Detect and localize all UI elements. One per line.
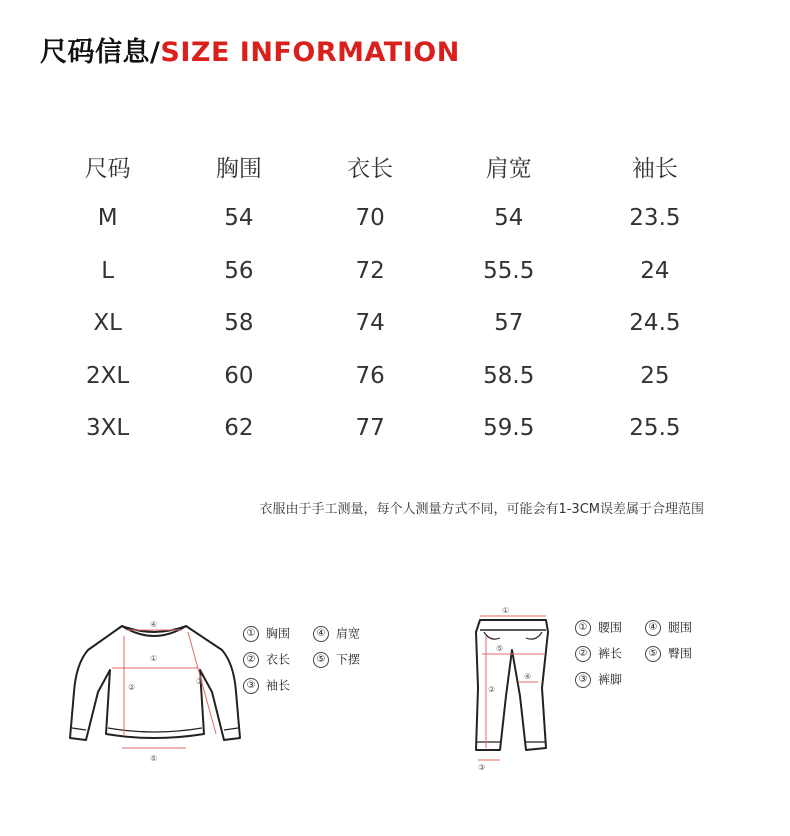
table-row bbox=[42, 297, 728, 350]
cell-shoulder: 58.5 bbox=[483, 362, 535, 389]
cell-shoulder: 59.5 bbox=[483, 415, 535, 442]
cell-shoulder: 55.5 bbox=[483, 257, 535, 284]
pants-marker-cuff: ③ bbox=[478, 763, 486, 772]
table-row bbox=[42, 350, 728, 403]
cell-chest: 58 bbox=[224, 310, 254, 337]
header-size: 尺码 bbox=[84, 155, 131, 182]
pants-legend-num: ④ bbox=[645, 620, 661, 636]
cell-size: 2XL bbox=[86, 362, 130, 389]
sweater-legend-num: ① bbox=[243, 626, 259, 642]
sweater-marker-chest: ① bbox=[150, 654, 158, 663]
header-sleeve: 袖长 bbox=[631, 155, 678, 182]
cell-shoulder: 57 bbox=[494, 310, 524, 337]
pants-marker-length: ② bbox=[488, 685, 496, 694]
sweater-marker-sleeve: ③ bbox=[196, 677, 204, 686]
heading-english: SIZE INFORMATION bbox=[160, 37, 460, 68]
pants-marker-waist: ① bbox=[502, 606, 510, 615]
header-shoulder: 肩宽 bbox=[485, 155, 532, 182]
cell-length: 74 bbox=[355, 310, 385, 337]
sweater-legend-label: 袖长 bbox=[266, 678, 291, 693]
cell-size: XL bbox=[93, 310, 122, 337]
pants-marker-hip: ⑤ bbox=[496, 644, 504, 653]
sweater-marker-shoulder: ④ bbox=[150, 620, 158, 629]
sweater-marker-hem: ⑤ bbox=[150, 754, 158, 763]
heading-chinese: 尺码信息 bbox=[40, 37, 150, 68]
cell-chest: 56 bbox=[224, 257, 254, 284]
cell-size: L bbox=[101, 257, 115, 284]
cell-sleeve: 23.5 bbox=[629, 205, 681, 232]
cell-size: M bbox=[97, 205, 118, 232]
sweater-legend bbox=[243, 620, 383, 698]
cell-length: 72 bbox=[355, 257, 385, 284]
cell-length: 70 bbox=[355, 205, 385, 232]
pants-legend-label: 裤长 bbox=[598, 646, 623, 661]
sweater-legend-num: ④ bbox=[313, 626, 329, 642]
cell-sleeve: 24 bbox=[640, 257, 670, 284]
sweater-legend-label: 胸围 bbox=[266, 626, 291, 641]
pants-legend bbox=[575, 614, 715, 692]
page-heading bbox=[40, 30, 460, 69]
cell-shoulder: 54 bbox=[494, 205, 524, 232]
size-table-header-row bbox=[42, 140, 728, 192]
size-table bbox=[42, 140, 728, 455]
sweater-legend-num: ⑤ bbox=[313, 652, 329, 668]
table-row bbox=[42, 245, 728, 298]
table-row bbox=[42, 402, 728, 455]
pants-legend-num: ① bbox=[575, 620, 591, 636]
sweater-legend-label: 衣长 bbox=[266, 652, 291, 667]
cell-sleeve: 24.5 bbox=[629, 310, 681, 337]
pants-legend-label: 裤脚 bbox=[598, 672, 623, 687]
sweater-diagram bbox=[64, 612, 244, 772]
pants-legend-num: ⑤ bbox=[645, 646, 661, 662]
pants-legend-label: 臀围 bbox=[668, 646, 693, 661]
header-length: 衣长 bbox=[347, 155, 394, 182]
pants-legend-num: ② bbox=[575, 646, 591, 662]
table-row bbox=[42, 192, 728, 245]
pants-legend-label: 腿围 bbox=[668, 620, 693, 635]
sweater-legend-label: 肩宽 bbox=[336, 626, 361, 641]
cell-chest: 62 bbox=[224, 415, 254, 442]
cell-length: 77 bbox=[355, 415, 385, 442]
header-chest: 胸围 bbox=[215, 155, 262, 182]
sweater-marker-length: ② bbox=[128, 683, 136, 692]
sweater-legend-num: ② bbox=[243, 652, 259, 668]
heading-slash: / bbox=[150, 37, 161, 68]
sweater-legend-label: 下摆 bbox=[336, 652, 361, 667]
cell-chest: 60 bbox=[224, 362, 254, 389]
pants-legend-num: ③ bbox=[575, 672, 591, 688]
pants-legend-label: 腰围 bbox=[598, 620, 623, 635]
pants-diagram bbox=[466, 602, 556, 774]
sweater-legend-num: ③ bbox=[243, 678, 259, 694]
cell-sleeve: 25 bbox=[640, 362, 670, 389]
cell-chest: 54 bbox=[224, 205, 254, 232]
cell-size: 3XL bbox=[86, 415, 130, 442]
pants-marker-thigh: ④ bbox=[524, 672, 532, 681]
cell-length: 76 bbox=[355, 362, 385, 389]
cell-sleeve: 25.5 bbox=[629, 415, 681, 442]
measurement-note: 衣服由于手工测量，每个人测量方式不同，可能会有1-3CM误差属于合理范围 bbox=[259, 502, 704, 517]
